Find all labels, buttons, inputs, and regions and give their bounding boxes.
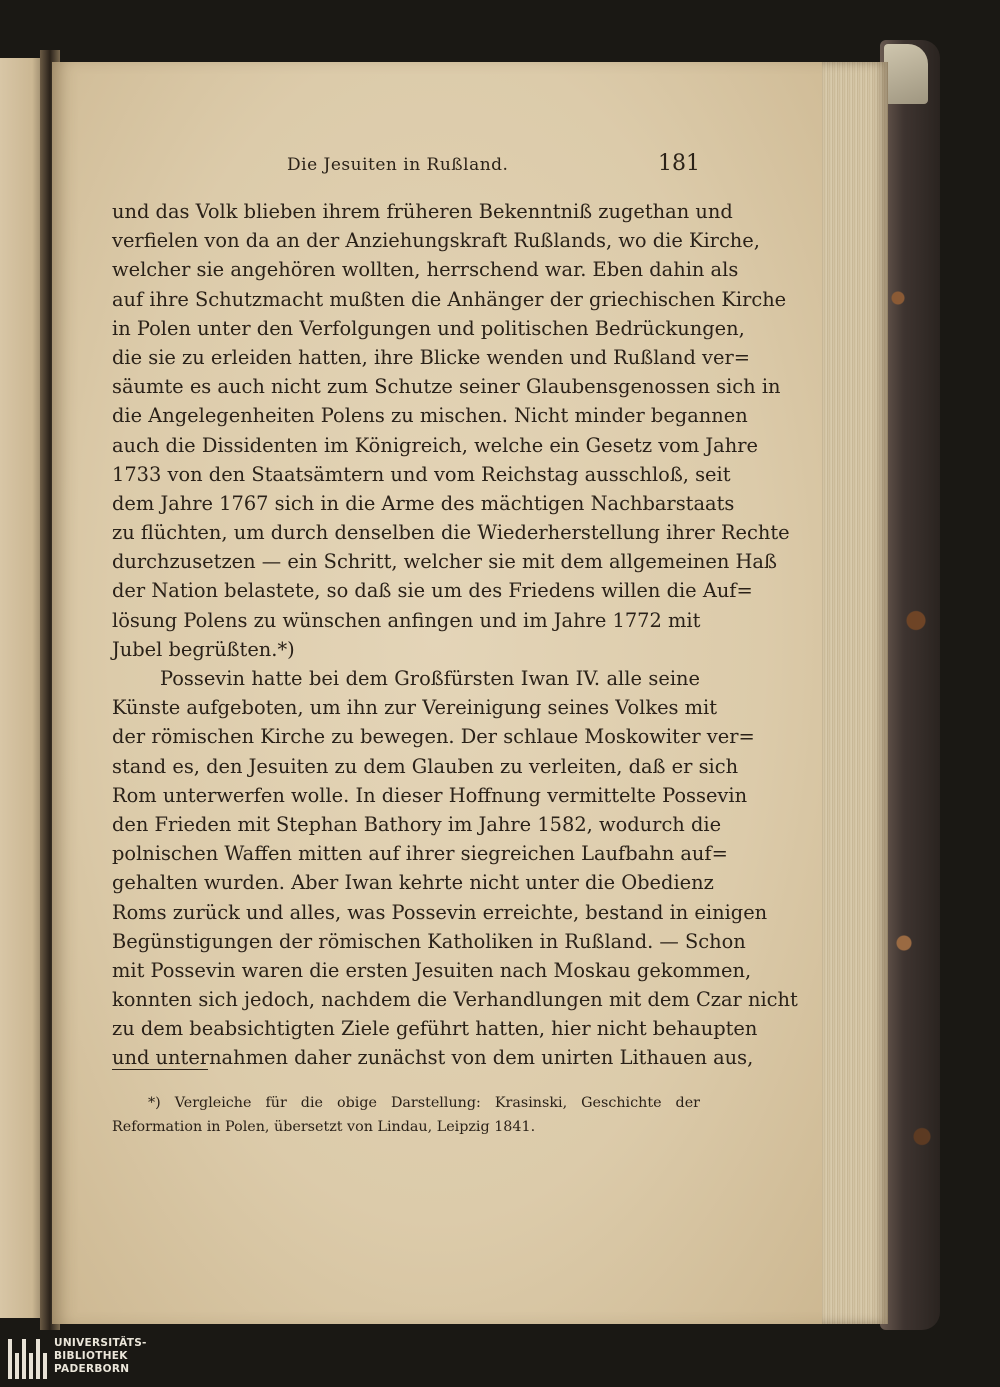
text-line: Jubel begrüßten.*): [112, 637, 295, 661]
text-line: gehalten wurden. Aber Iwan kehrte nicht unter die Obedienz: [112, 871, 714, 895]
library-logo-text: [54, 1337, 147, 1376]
footnote: [112, 1091, 700, 1139]
text-line: mit Possevin waren die ersten Jesuiten nach Moskau gekommen,: [112, 958, 752, 982]
text-line: zu flüchten, um durch denselben die Wiederherstellung ihrer Rechte: [112, 521, 790, 545]
footnote-rule: [112, 1069, 208, 1070]
text-line: durchzusetzen — ein Schritt, welcher sie mit dem allgemeinen Haß: [112, 550, 777, 574]
text-line: die Angelegenheiten Polens zu mischen. Nicht minder begannen: [112, 404, 748, 428]
library-logo-icon: [8, 1339, 47, 1379]
text-line: Possevin hatte bei dem Großfürsten Iwan IV. alle seine: [160, 667, 700, 690]
text-line: der römischen Kirche zu bewegen. Der schlaue Moskowiter ver=: [112, 725, 755, 749]
text-line: in Polen unter den Verfolgungen und politischen Bedrückungen,: [112, 316, 745, 340]
logo-line: BIBLIOTHEK: [54, 1350, 128, 1362]
running-head-title: Die Jesuiten in Rußland.: [287, 155, 509, 175]
text-line: verfielen von da an der Anziehungskraft Rußlands, wo die Kirche,: [112, 229, 760, 253]
text-line: lösung Polens zu wünschen anfingen und im Jahre 1772 mit: [112, 608, 701, 632]
footnote-line: *) Vergleiche für die obige Darstellung: Krasinski, Geschichte der: [148, 1095, 700, 1111]
text-line: den Frieden mit Stephan Bathory im Jahre 1582, wodurch die: [112, 812, 722, 836]
text-line: zu dem beabsichtigten Ziele geführt hatten, hier nicht behaupten: [112, 1017, 758, 1041]
text-line: dem Jahre 1767 sich in die Arme des mächtigen Nachbarstaats: [112, 491, 735, 515]
logo-line: PADERBORN: [54, 1363, 130, 1375]
cover-corner: [884, 44, 928, 104]
page-edges: [818, 62, 888, 1324]
text-line: und das Volk blieben ihrem früheren Bekenntniß zugethan und: [112, 200, 733, 223]
text-line: Künste aufgeboten, um ihn zur Vereinigung seines Volkes mit: [112, 696, 718, 720]
text-line: polnischen Waffen mitten auf ihrer siegreichen Laufbahn auf=: [112, 842, 728, 866]
text-line: der Nation belastete, so daß sie um des Friedens willen die Auf=: [112, 579, 753, 603]
text-line: Roms zurück und alles, was Possevin erreichte, bestand in einigen: [112, 900, 768, 924]
text-line: Begünstigungen der römischen Katholiken in Rußland. — Schon: [112, 929, 746, 953]
body-text: [112, 197, 798, 1073]
text-line: Rom unterwerfen wolle. In dieser Hoffnung vermittelte Possevin: [112, 783, 748, 807]
text-line: die sie zu erleiden hatten, ihre Blicke wenden und Rußland ver=: [112, 345, 750, 369]
marbled-cover: [880, 40, 940, 1330]
text-line: auch die Dissidenten im Königreich, welche ein Gesetz vom Jahre: [112, 433, 758, 457]
text-line: 1733 von den Staatsämtern und vom Reichstag ausschloß, seit: [112, 462, 731, 486]
running-head: [112, 151, 700, 185]
text-line: welcher sie angehören wollten, herrschend war. Eben dahin als: [112, 258, 739, 282]
text-line: und unternahmen daher zunächst von dem unirten Lithauen aus,: [112, 1046, 754, 1070]
text-line: auf ihre Schutzmacht mußten die Anhänger der griechischen Kirche: [112, 287, 787, 311]
text-line: konnten sich jedoch, nachdem die Verhandlungen mit dem Czar nicht: [112, 988, 798, 1012]
text-line: säumte es auch nicht zum Schutze seiner Glaubensgenossen sich in: [112, 375, 781, 399]
page-number: 181: [658, 151, 700, 176]
footnote-line: Reformation in Polen, übersetzt von Lindau, Leipzig 1841.: [112, 1119, 536, 1135]
library-logo-bar: [0, 1331, 1000, 1387]
logo-line: UNIVERSITÄTS-: [54, 1337, 147, 1349]
text-line: stand es, den Jesuiten zu dem Glauben zu verleiten, daß er sich: [112, 754, 739, 778]
